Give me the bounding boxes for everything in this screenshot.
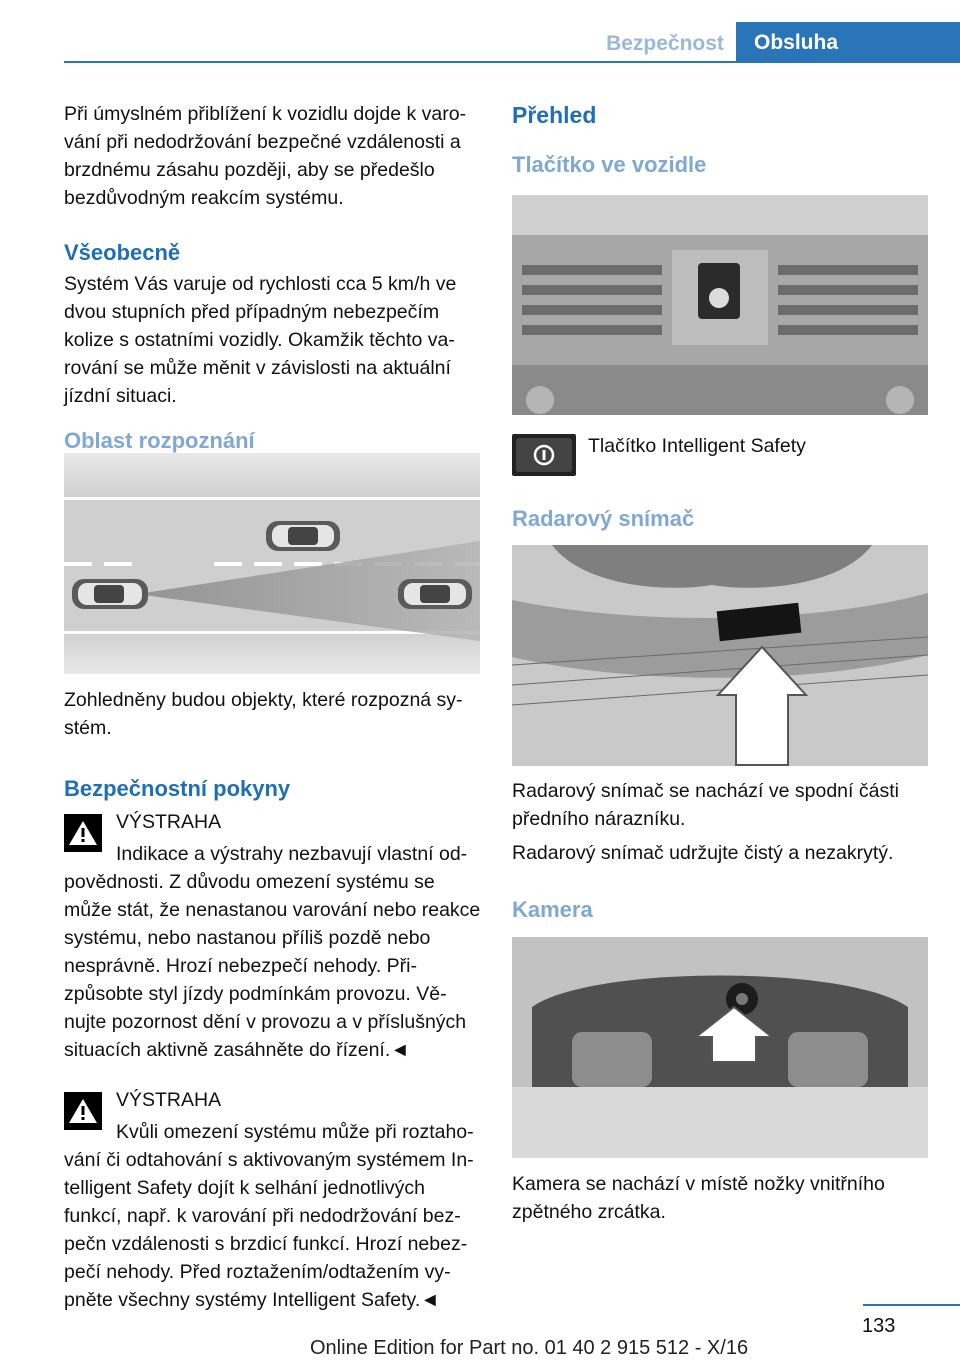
radar-heading: Radarový snímač bbox=[512, 506, 695, 531]
radar-text-2: Radarový snímač udržujte čistý a nezakrytý. bbox=[512, 842, 894, 864]
button-heading: Tlačítko ve vozidle bbox=[512, 152, 707, 177]
warning-2-title: VÝSTRAHA bbox=[116, 1089, 222, 1111]
button-label-row bbox=[588, 432, 928, 460]
edition-note: Online Edition for Part no. 01 40 2 915 512 - X/16 bbox=[310, 1337, 749, 1359]
camera-figure bbox=[512, 937, 928, 1158]
header-chapter-tab: Obsluha bbox=[736, 22, 960, 63]
dashboard-button-illustration bbox=[512, 195, 928, 415]
warning-1 bbox=[64, 808, 482, 868]
detection-area-figure bbox=[64, 453, 480, 674]
car-ahead-center bbox=[266, 521, 340, 551]
car-ahead-same-lane bbox=[398, 579, 472, 609]
button-label: Tlačítko Intelligent Safety bbox=[588, 435, 806, 457]
camera-text: Kamera se nachází v místě nožky vnitřního zpětného zrcátka. bbox=[512, 1173, 885, 1223]
header-section-tab: Bezpečnost bbox=[606, 31, 724, 55]
camera-heading: Kamera bbox=[512, 897, 593, 922]
camera-text-block bbox=[512, 1170, 930, 1226]
detection-area-illustration bbox=[64, 453, 480, 674]
warning-2-text-start: Kvůli omezení systému může při roztaho‐ bbox=[116, 1121, 474, 1143]
detection-caption-block bbox=[64, 686, 482, 1314]
detection-caption: Zohledněny budou objekty, které rozpozná sy‐stém. bbox=[64, 689, 463, 739]
intro-paragraph: Při úmyslném přiblížení k vozidlu dojde k varo‐vání při nedodržování bezpečné vzdálenosti a brzdnému zásahu později, aby se předešlo bezdůvodným reakcím systému. bbox=[64, 103, 467, 209]
left-column bbox=[64, 100, 482, 456]
warning-1-text-start: Indikace a výstrahy nezbavují vlastní od‐ bbox=[116, 843, 468, 865]
radar-text-1: Radarový snímač se nachází ve spodní části předního nárazníku. bbox=[512, 780, 899, 830]
right-column bbox=[512, 100, 930, 180]
footer-rule bbox=[863, 1304, 960, 1306]
safety-heading: Bezpečnostní pokyny bbox=[64, 776, 291, 801]
header-rule bbox=[64, 61, 960, 63]
camera-illustration bbox=[512, 937, 928, 1158]
radar-figure bbox=[512, 545, 928, 766]
radar-text-block bbox=[512, 777, 930, 925]
button-figure bbox=[512, 195, 928, 415]
general-paragraph: Systém Vás varuje od rychlosti cca 5 km/h ve dvou stupních před případným nebezpečím kolize s ostatními vozidly. Okamžik těchto va‐rování se může měnit v závislosti na aktuální jízdní situaci. bbox=[64, 273, 457, 407]
own-car bbox=[72, 579, 148, 609]
intelligent-safety-button-icon bbox=[512, 434, 576, 476]
radar-sensor-illustration bbox=[512, 545, 928, 766]
general-heading: Všeobecně bbox=[64, 240, 181, 265]
radar-heading-block bbox=[512, 504, 930, 534]
warning-triangle-icon bbox=[64, 814, 102, 852]
warning-2-text: vání či odtahování s aktivovaným systémem In‐telligent Safety dojít k selhání jednotlivých funkcí, např. k varování při nedodržování bez‐pečn vzdálenosti s brzdicí funkcí. Hrozí nebez‐pečí nehody. Před roztažením/odtažením vy‐pněte všechny systémy Intelligent Safety.◄ bbox=[64, 1149, 474, 1311]
warning-1-text: povědnosti. Z důvodu omezení systému se může stát, že nenastanou varování nebo reakce systému, nebo nastanou příliš pozdě nebo nesprávně. Hrozí nebezpečí nehody. Při‐způsobte styl jízdy podmínkám provozu. Vě‐nujte pozornost dění v provozu a v příslušných situacích aktivně zasáhněte do řízení.◄ bbox=[64, 871, 481, 1061]
overview-heading: Přehled bbox=[512, 102, 597, 128]
detection-heading: Oblast rozpoznání bbox=[64, 428, 255, 453]
page-number: 133 bbox=[862, 1315, 896, 1337]
warning-2 bbox=[64, 1086, 482, 1146]
warning-triangle-icon bbox=[64, 1092, 102, 1130]
warning-1-title: VÝSTRAHA bbox=[116, 811, 222, 833]
